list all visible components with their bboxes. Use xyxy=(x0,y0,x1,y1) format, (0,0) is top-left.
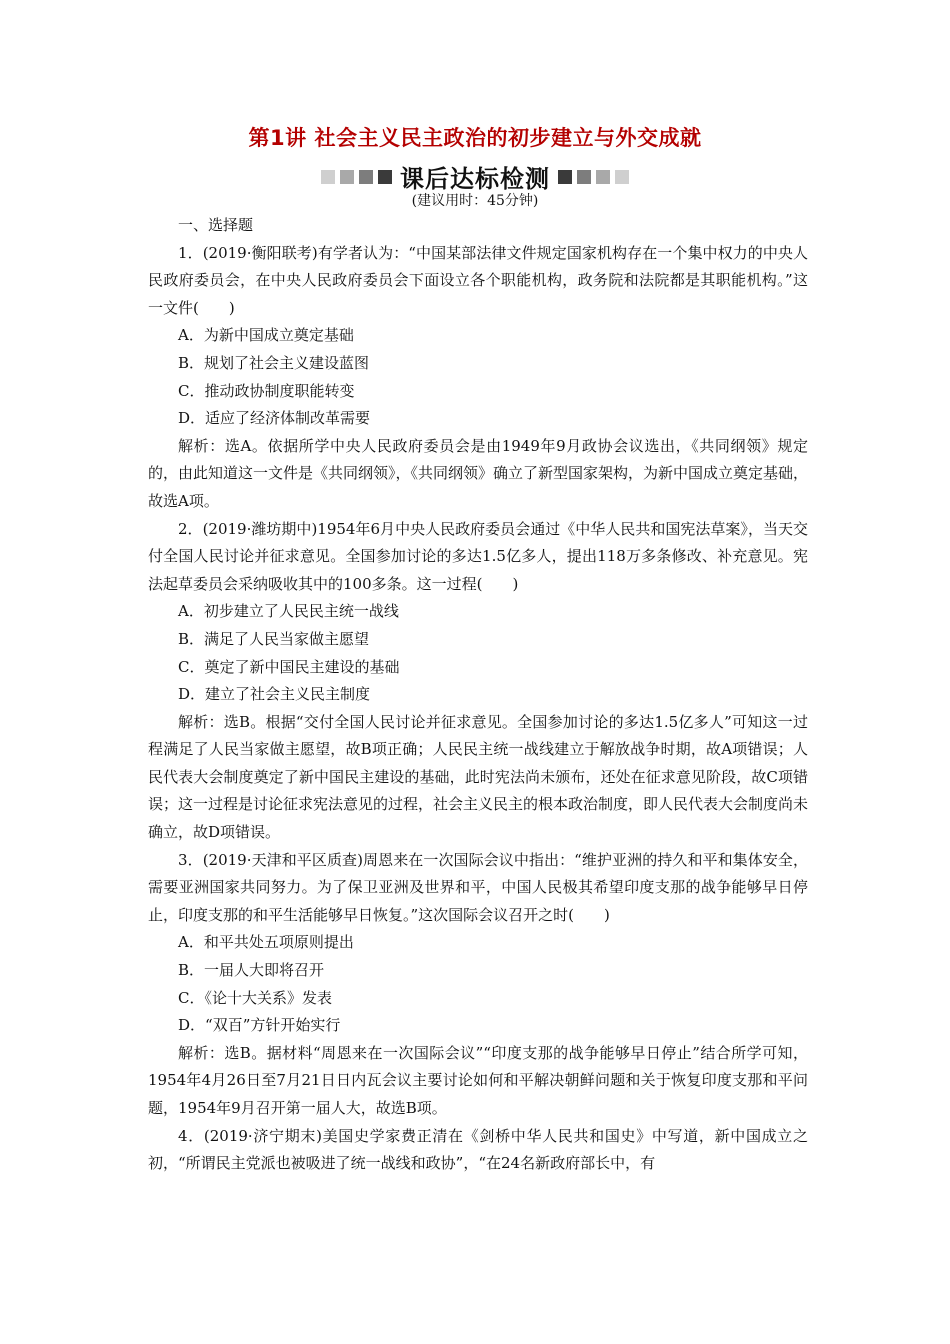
suggested-time: (建议用时：45分钟) xyxy=(411,193,539,209)
question-content xyxy=(148,212,808,1178)
question-option: C．《论十大关系》发表 xyxy=(178,988,332,1007)
square-icon xyxy=(577,170,591,184)
section-banner xyxy=(0,159,950,194)
question-option: A．为新中国成立奠定基础 xyxy=(178,326,354,345)
question-analysis: 解析：选A。依据所学中央人民政府委员会是由1949年9月政协会议选出，《共同纲领》规定的，由此知道这一文件是《共同纲领》，《共同纲领》确立了新型国家架构，为新中国成立奠定基础，故选A项。 xyxy=(148,436,809,510)
question-analysis: 解析：选B。据材料“周恩来在一次国际会议”“印度支那的战争能够早日停止”结合所学可知，1954年4月26日至7月21日日内瓦会议主要讨论如何和平解决朝鲜问题和关于恢复印度支那和平问题，1954年9月召开第一届人大，故选B项。 xyxy=(148,1043,808,1117)
question-option: A．初步建立了人民民主统一战线 xyxy=(178,602,399,621)
square-icon xyxy=(558,170,572,184)
square-icon xyxy=(596,170,610,184)
banner-right-squares xyxy=(558,170,629,184)
square-icon xyxy=(340,170,354,184)
square-icon xyxy=(321,170,335,184)
question-option: B．一届人大即将召开 xyxy=(178,961,325,980)
question-analysis: 解析：选B。根据“交付全国人民讨论并征求意见。全国参加讨论的多达1.5亿多人”可知这一过程满足了人民当家做主愿望，故B项正确；人民民主统一战线建立于解放战争时期，故A项错误；人民代表大会制度奠定了新中国民主建设的基础，此时宪法尚未颁布，还处在征求意见阶段，故C项错误；这一过程是讨论征求宪法意见的过程，社会主义民主的根本政治制度，即人民代表大会制度尚未确立，故D项错误。 xyxy=(148,712,809,842)
question-stem: 1．(2019·衡阳联考)有学者认为：“中国某部法律文件规定国家机构存在一个集中权力的中央人民政府委员会，在中央人民政府委员会下面设立各个职能机构，政务院和法院都是其职能机构。”这一文件( ) xyxy=(148,243,808,317)
question-option: C．奠定了新中国民主建设的基础 xyxy=(178,657,400,676)
question-option: D．“双百”方针开始实行 xyxy=(178,1016,341,1035)
banner-left-squares xyxy=(321,170,392,184)
question-stem: 3．(2019·天津和平区质查)周恩来在一次国际会议中指出：“维护亚洲的持久和平和集体安全，需要亚洲国家共同努力。为了保卫亚洲及世界和平，中国人民极其希望印度支那的战争能够早日停止，印度支那的和平生活能够早日恢复。”这次国际会议召开之时( ) xyxy=(148,850,808,924)
question-option: D．适应了经济体制改革需要 xyxy=(178,409,371,428)
question-option: B．满足了人民当家做主愿望 xyxy=(178,629,370,648)
square-icon xyxy=(359,170,373,184)
question-option: A．和平共处五项原则提出 xyxy=(178,933,354,952)
square-icon xyxy=(378,170,392,184)
question-stem: 4．(2019·济宁期末)美国史学家费正清在《剑桥中华人民共和国史》中写道，新中国成立之初，“所谓民主党派也被吸进了统一战线和政协”，“在24名新政府部长中，有 xyxy=(148,1126,808,1173)
square-icon xyxy=(615,170,629,184)
question-option: C．推动政协制度职能转变 xyxy=(178,381,355,400)
lesson-title: 第1讲 社会主义民主政治的初步建立与外交成就 xyxy=(248,126,702,150)
question-option: B．规划了社会主义建设蓝图 xyxy=(178,353,370,372)
banner-title: 课后达标检测 xyxy=(400,165,550,193)
section-heading: 一、选择题 xyxy=(178,216,254,234)
question-stem: 2．(2019·潍坊期中)1954年6月中央人民政府委员会通过《中华人民共和国宪法草案》，当天交付全国人民讨论并征求意见。全国参加讨论的多达1.5亿多人，提出118万多条修改、补充意见。宪法起草委员会采纳吸收其中的100多条。这一过程( ) xyxy=(148,519,808,593)
question-option: D．建立了社会主义民主制度 xyxy=(178,685,371,704)
